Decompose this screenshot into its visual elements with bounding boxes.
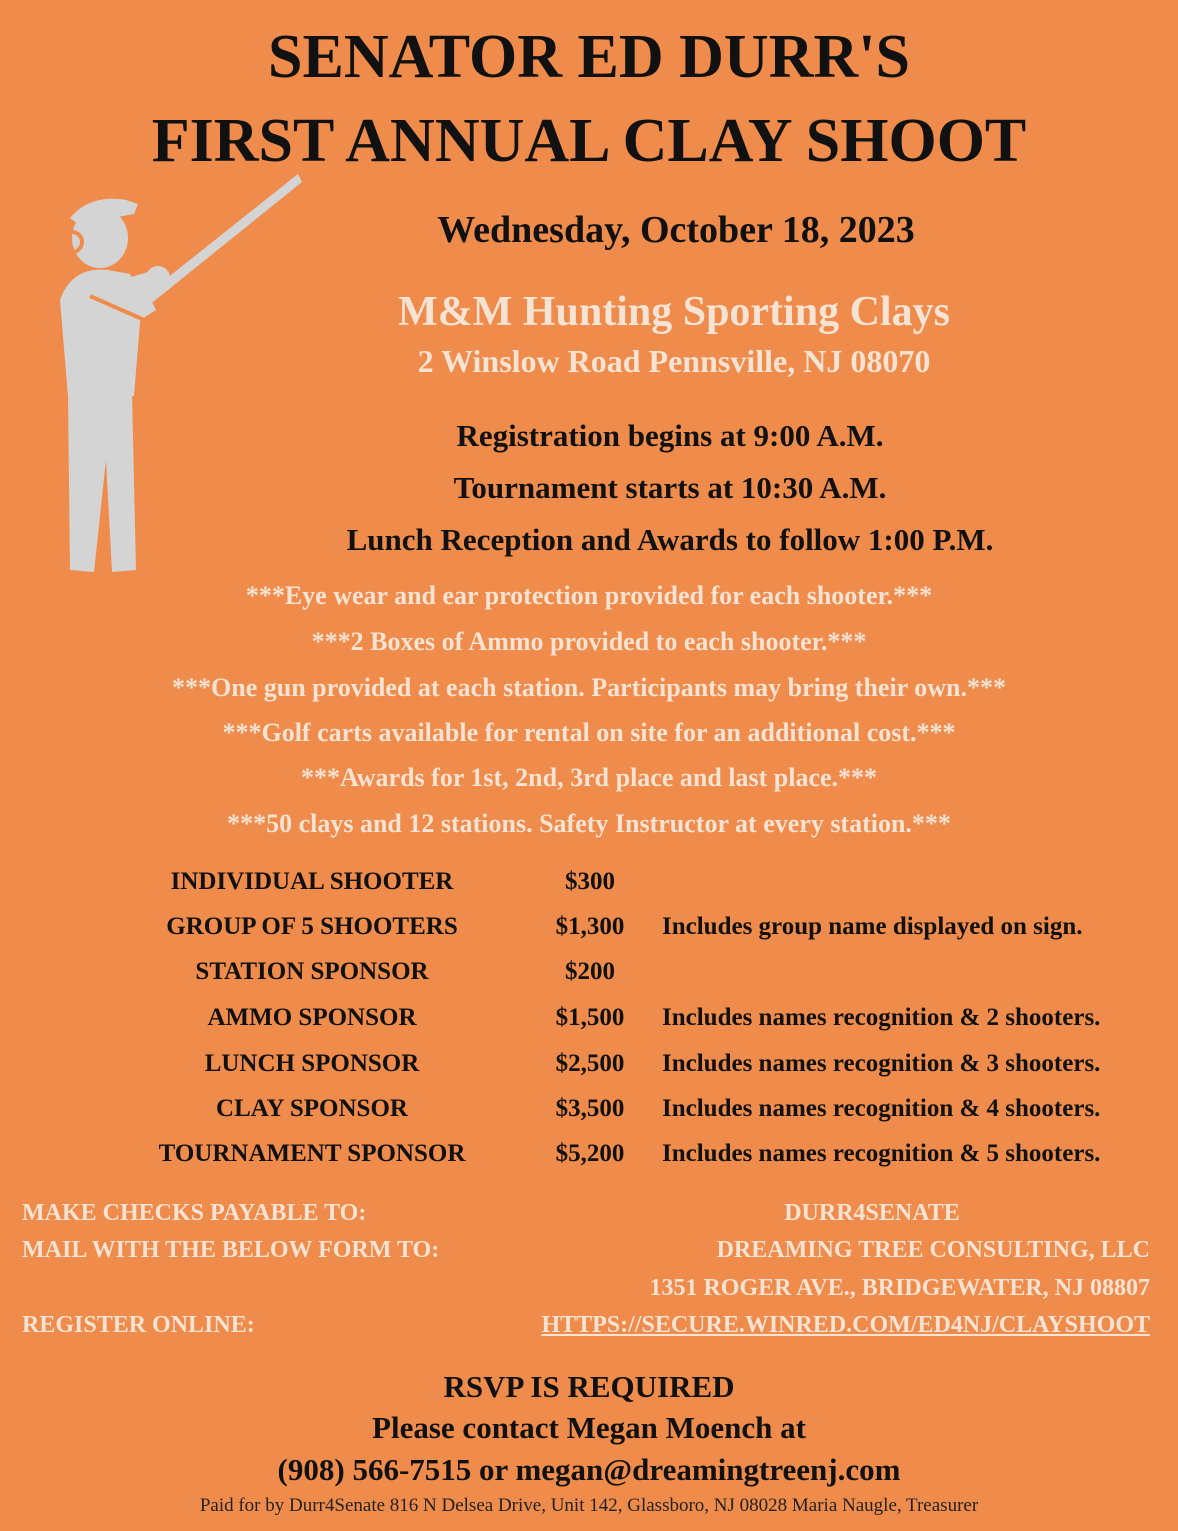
- note-awards: ***Awards for 1st, 2nd, 3rd place and last place.***: [300, 763, 878, 792]
- mail-to-label: MAIL WITH THE BELOW FORM TO:: [22, 1237, 440, 1263]
- event-date: Wednesday, October 18, 2023: [437, 209, 915, 251]
- tier-price: $5,200: [555, 1140, 625, 1167]
- tier-description: Includes group name displayed on sign.: [662, 913, 1083, 940]
- schedule-registration: Registration begins at 9:00 A.M.: [456, 418, 884, 453]
- mail-to-line-2: 1351 ROGER AVE., BRIDGEWATER, NJ 08807: [649, 1275, 1150, 1301]
- mail-to-line-1: DREAMING TREE CONSULTING, LLC: [716, 1237, 1150, 1263]
- tier-price: $300: [565, 868, 615, 895]
- tier-description: Includes names recognition & 3 shooters.: [662, 1050, 1101, 1077]
- tier-price: $200: [565, 958, 615, 985]
- register-online-link[interactable]: HTTPS://SECURE.WINRED.COM/ED4NJ/CLAYSHOOT: [541, 1312, 1150, 1338]
- note-gun: ***One gun provided at each station. Participants may bring their own.***: [172, 673, 1006, 702]
- note-eye-ear: ***Eye wear and ear protection provided for each shooter.***: [245, 581, 933, 610]
- title-line-1: SENATOR ED DURR'S: [268, 23, 910, 91]
- venue-name: M&M Hunting Sporting Clays: [398, 289, 950, 335]
- checks-payable-label: MAKE CHECKS PAYABLE TO:: [22, 1200, 367, 1226]
- tier-price: $2,500: [555, 1050, 625, 1077]
- title-line-2: FIRST ANNUAL CLAY SHOOT: [151, 107, 1027, 175]
- rsvp-contact: Please contact Megan Moench at: [372, 1410, 806, 1445]
- tier-name: GROUP OF 5 SHOOTERS: [166, 913, 458, 940]
- checks-payable-value: DURR4SENATE: [784, 1200, 960, 1226]
- register-online-label: REGISTER ONLINE:: [22, 1312, 255, 1338]
- tier-price: $1,500: [555, 1004, 625, 1031]
- tier-price: $1,300: [555, 913, 625, 940]
- schedule-tournament: Tournament starts at 10:30 A.M.: [453, 470, 887, 505]
- paid-for-by-disclaimer: Paid for by Durr4Senate 816 N Delsea Drive, Unit 142, Glassboro, NJ 08028 Maria Naugle, Treasurer: [199, 1495, 979, 1516]
- tier-name: AMMO SPONSOR: [207, 1004, 417, 1031]
- clay-shooter-figure-icon: [30, 170, 320, 590]
- tier-name: CLAY SPONSOR: [216, 1095, 408, 1122]
- venue-address: 2 Winslow Road Pennsville, NJ 08070: [417, 343, 931, 379]
- note-clays: ***50 clays and 12 stations. Safety Instructor at every station.***: [227, 809, 951, 838]
- tier-name: STATION SPONSOR: [195, 958, 429, 985]
- rsvp-phone-email: (908) 566-7515 or megan@dreamingtreenj.com: [277, 1452, 901, 1487]
- tier-description: Includes names recognition & 2 shooters.: [662, 1004, 1101, 1031]
- tier-name: INDIVIDUAL SHOOTER: [170, 868, 454, 895]
- tier-price: $3,500: [555, 1095, 625, 1122]
- rsvp-required: RSVP IS REQUIRED: [443, 1369, 735, 1404]
- tier-description: Includes names recognition & 4 shooters.: [662, 1095, 1101, 1122]
- tier-name: LUNCH SPONSOR: [204, 1050, 420, 1077]
- tier-description: Includes names recognition & 5 shooters.: [662, 1140, 1101, 1167]
- tier-name: TOURNAMENT SPONSOR: [158, 1140, 466, 1167]
- note-golf-carts: ***Golf carts available for rental on site for an additional cost.***: [222, 718, 956, 747]
- schedule-lunch: Lunch Reception and Awards to follow 1:00 P.M.: [346, 522, 994, 557]
- note-ammo: ***2 Boxes of Ammo provided to each shooter.***: [311, 627, 867, 656]
